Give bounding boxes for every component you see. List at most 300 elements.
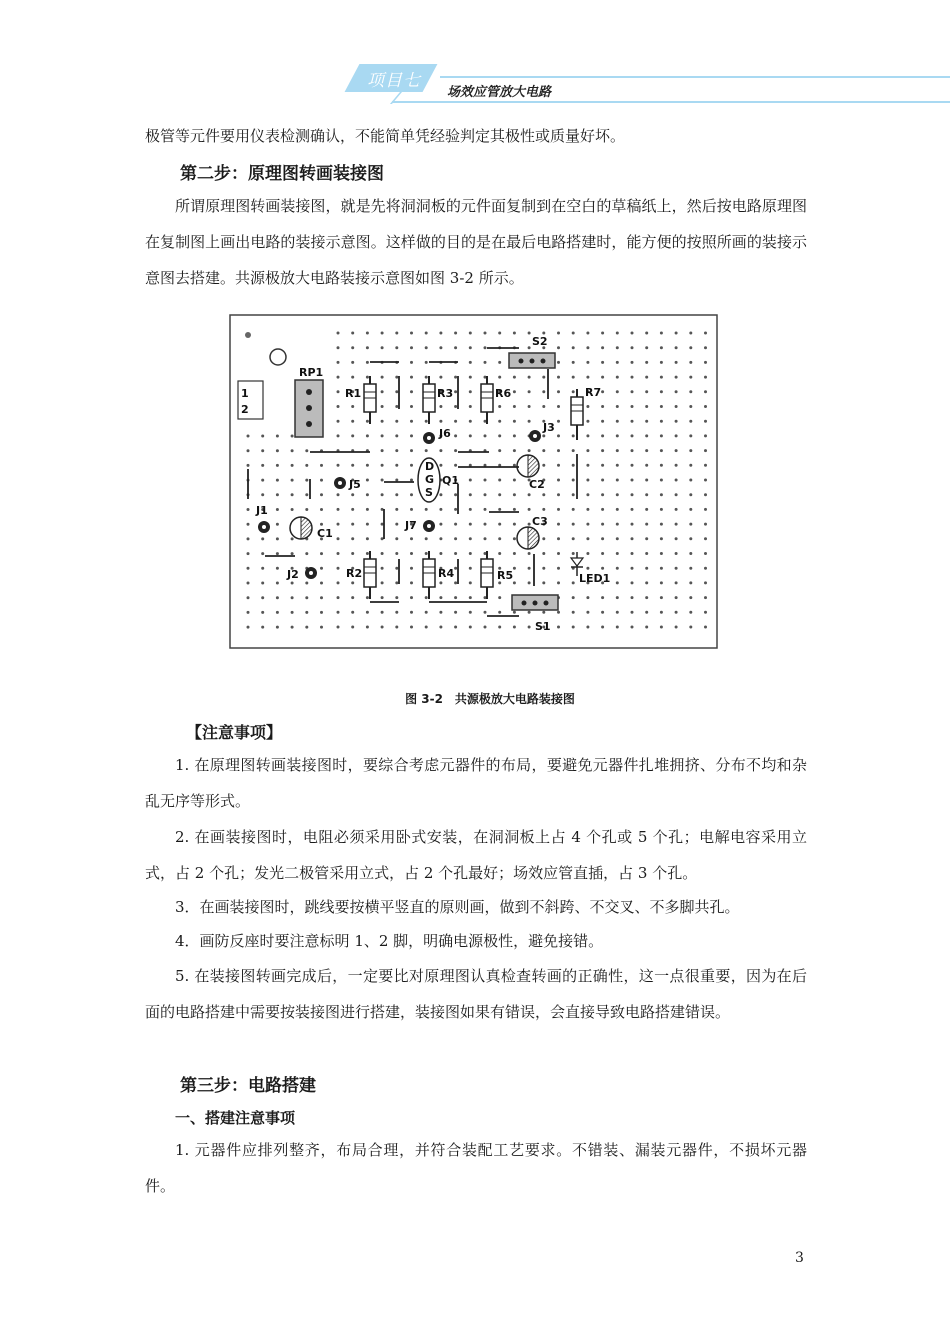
board-hole <box>542 434 545 437</box>
board-hole <box>660 626 663 629</box>
r4-label: R4 <box>438 567 455 580</box>
board-hole <box>631 332 634 335</box>
board-hole <box>528 523 531 526</box>
board-hole <box>425 508 428 511</box>
board-hole <box>513 523 516 526</box>
board-hole <box>381 596 384 599</box>
board-hole <box>276 537 279 540</box>
board-hole <box>689 332 692 335</box>
board-hole <box>351 332 354 335</box>
board-hole <box>395 479 398 482</box>
board-hole <box>291 435 294 438</box>
board-hole <box>586 552 589 555</box>
board-hole <box>261 449 264 452</box>
board-hole <box>689 537 692 540</box>
j2-label: J2 <box>287 568 299 581</box>
board-hole <box>601 552 604 555</box>
q1-pin-s: S <box>425 486 433 499</box>
board-hole <box>675 361 678 364</box>
board-hole <box>586 493 589 496</box>
board-hole <box>261 611 264 614</box>
board-hole <box>704 611 707 614</box>
board-hole <box>469 405 472 408</box>
board-hole <box>454 581 457 584</box>
board-hole <box>351 361 354 364</box>
c3-label: C3 <box>532 515 548 528</box>
j3-label: J3 <box>543 421 555 434</box>
board-hole <box>410 596 413 599</box>
board-hole <box>395 420 398 423</box>
board-hole <box>276 582 279 585</box>
header-title: 场效应管放大电路 <box>447 85 552 100</box>
board-hole <box>351 611 354 614</box>
board-hole <box>645 567 648 570</box>
board-hole <box>689 552 692 555</box>
board-hole <box>261 537 264 540</box>
board-hole <box>247 626 250 629</box>
capacitor-c1 <box>290 517 312 539</box>
board-hole <box>631 361 634 364</box>
board-hole <box>305 626 308 629</box>
board-hole <box>542 464 545 467</box>
board-hole <box>513 552 516 555</box>
board-hole <box>291 508 294 511</box>
board-hole <box>454 376 457 379</box>
board-hole <box>454 464 457 467</box>
assembly-diagram <box>229 314 719 654</box>
notes-heading: 【注意事项】 <box>186 723 283 742</box>
board-hole <box>454 493 457 496</box>
board-hole <box>381 434 384 437</box>
board-hole <box>484 332 487 335</box>
mount-hole <box>270 349 286 365</box>
board-hole <box>439 552 442 555</box>
board-hole <box>572 596 575 599</box>
board-hole <box>572 479 575 482</box>
board-hole <box>291 537 294 540</box>
paragraph-continued: 极管等元件要用仪表检测确认，不能简单凭经验判定其极性或质量好坏。 <box>145 127 626 145</box>
board-hole <box>660 434 663 437</box>
board-hole <box>616 581 619 584</box>
board-hole <box>498 420 501 423</box>
board-hole <box>660 537 663 540</box>
board-hole <box>276 626 279 629</box>
board-hole <box>542 611 545 614</box>
board-hole <box>291 582 294 585</box>
board-hole <box>528 508 531 511</box>
board-hole <box>425 552 428 555</box>
board-hole <box>572 552 575 555</box>
board-hole <box>645 346 648 349</box>
board-hole <box>586 376 589 379</box>
board-hole <box>557 523 560 526</box>
board-hole <box>395 508 398 511</box>
board-hole <box>645 596 648 599</box>
board-hole <box>381 493 384 496</box>
board-hole <box>675 493 678 496</box>
r5-label: R5 <box>497 569 514 582</box>
board-hole <box>542 552 545 555</box>
board-hole <box>337 537 340 540</box>
q1-pin-d: D <box>425 460 435 473</box>
board-hole <box>410 346 413 349</box>
board-hole <box>410 626 413 629</box>
board-hole <box>469 346 472 349</box>
board-hole <box>645 508 648 511</box>
board-hole <box>337 376 340 379</box>
board-hole <box>469 611 472 614</box>
board-hole <box>454 567 457 570</box>
figure-caption: 图 3-2 共源极放大电路装接图 <box>405 692 575 706</box>
board-hole <box>454 552 457 555</box>
board-hole <box>291 596 294 599</box>
board-hole <box>337 611 340 614</box>
board-hole <box>513 405 516 408</box>
board-hole <box>645 405 648 408</box>
board-hole <box>320 479 323 482</box>
board-hole <box>645 493 648 496</box>
board-hole <box>528 493 531 496</box>
board-hole <box>395 376 398 379</box>
board-hole <box>513 332 516 335</box>
board-hole <box>439 611 442 614</box>
board-hole <box>395 464 398 467</box>
board-hole <box>660 479 663 482</box>
board-hole <box>645 626 648 629</box>
board-hole <box>410 479 413 482</box>
board-hole <box>513 420 516 423</box>
board-hole <box>645 552 648 555</box>
board-hole <box>247 523 250 526</box>
board-hole <box>337 361 340 364</box>
board-hole <box>704 390 707 393</box>
board-hole <box>704 508 707 511</box>
board-hole <box>689 479 692 482</box>
power-pin1-label: 1 <box>241 387 249 400</box>
board-hole <box>601 493 604 496</box>
board-hole <box>439 346 442 349</box>
r6-label: R6 <box>495 387 512 400</box>
board-hole <box>631 567 634 570</box>
board-hole <box>469 508 472 511</box>
board-hole <box>425 346 428 349</box>
board-hole <box>410 405 413 408</box>
board-hole <box>689 464 692 467</box>
board-hole <box>498 596 501 599</box>
j7-label: J7 <box>405 519 417 532</box>
board-hole <box>660 346 663 349</box>
board-hole <box>498 479 501 482</box>
board-hole <box>557 376 560 379</box>
board-hole <box>351 537 354 540</box>
board-hole <box>469 523 472 526</box>
board-hole <box>572 361 575 364</box>
board-hole <box>586 449 589 452</box>
board-hole <box>675 611 678 614</box>
board-hole <box>276 479 279 482</box>
board-hole <box>439 626 442 629</box>
board-hole <box>689 420 692 423</box>
board-hole <box>381 449 384 452</box>
board-hole <box>675 390 678 393</box>
board-hole <box>557 361 560 364</box>
board-hole <box>645 361 648 364</box>
board-hole <box>439 420 442 423</box>
board-hole <box>586 537 589 540</box>
board-hole <box>586 626 589 629</box>
board-hole <box>616 464 619 467</box>
board-hole <box>689 626 692 629</box>
board-hole <box>305 596 308 599</box>
note-3: 3．在画装接图时，跳线要按横平竖直的原则画，做到不斜跨、不交叉、不多脚共孔。 <box>175 898 740 916</box>
board-hole <box>247 537 250 540</box>
board-hole <box>395 626 398 629</box>
board-hole <box>675 449 678 452</box>
board-hole <box>586 346 589 349</box>
board-hole <box>689 493 692 496</box>
board-hole <box>484 346 487 349</box>
board-hole <box>469 479 472 482</box>
board-hole <box>660 390 663 393</box>
board-hole <box>572 332 575 335</box>
board-hole <box>572 626 575 629</box>
board-hole <box>469 332 472 335</box>
board-hole <box>247 567 250 570</box>
board-hole <box>337 567 340 570</box>
board-hole <box>337 346 340 349</box>
board-hole <box>366 434 369 437</box>
board-hole <box>381 464 384 467</box>
board-hole <box>528 390 531 393</box>
board-hole <box>513 493 516 496</box>
board-hole <box>631 420 634 423</box>
board-hole <box>631 611 634 614</box>
board-hole <box>291 493 294 496</box>
board-hole <box>557 420 560 423</box>
board-hole <box>410 376 413 379</box>
board-hole <box>454 420 457 423</box>
board-hole <box>366 346 369 349</box>
board-hole <box>395 537 398 540</box>
board-hole <box>454 434 457 437</box>
board-hole <box>645 449 648 452</box>
board-hole <box>366 479 369 482</box>
board-hole <box>704 376 707 379</box>
board-hole <box>276 523 279 526</box>
capacitor-c2 <box>517 455 539 477</box>
board-hole <box>513 434 516 437</box>
board-hole <box>381 390 384 393</box>
perfboard-svg <box>229 314 719 650</box>
board-hole <box>572 449 575 452</box>
j5-label: J5 <box>349 478 361 491</box>
board-hole <box>645 376 648 379</box>
s1-label: S1 <box>535 620 551 633</box>
board-hole <box>484 479 487 482</box>
board-hole <box>528 332 531 335</box>
board-hole <box>528 346 531 349</box>
board-hole <box>572 346 575 349</box>
board-hole <box>498 332 501 335</box>
board-hole <box>660 523 663 526</box>
board-hole <box>261 596 264 599</box>
board-hole <box>320 508 323 511</box>
board-hole <box>498 537 501 540</box>
board-hole <box>337 596 340 599</box>
board-hole <box>689 390 692 393</box>
board-hole <box>276 567 279 570</box>
board-hole <box>601 390 604 393</box>
board-hole <box>586 479 589 482</box>
board-hole <box>366 552 369 555</box>
board-hole <box>261 479 264 482</box>
board-hole <box>439 464 442 467</box>
board-hole <box>410 493 413 496</box>
board-hole <box>528 552 531 555</box>
board-hole <box>469 552 472 555</box>
board-hole <box>337 552 340 555</box>
board-hole <box>395 552 398 555</box>
board-hole <box>395 567 398 570</box>
board-hole <box>704 581 707 584</box>
board-hole <box>261 582 264 585</box>
board-hole <box>469 567 472 570</box>
board-hole <box>439 581 442 584</box>
board-hole <box>410 420 413 423</box>
board-hole <box>351 434 354 437</box>
board-hole <box>631 479 634 482</box>
board-hole <box>601 523 604 526</box>
board-hole <box>276 449 279 452</box>
board-hole <box>557 611 560 614</box>
board-hole <box>645 332 648 335</box>
board-hole <box>528 581 531 584</box>
board-hole <box>572 434 575 437</box>
board-hole <box>454 405 457 408</box>
board-hole <box>454 523 457 526</box>
board-hole <box>276 464 279 467</box>
board-hole <box>572 390 575 393</box>
board-hole <box>572 376 575 379</box>
board-hole <box>395 434 398 437</box>
board-hole <box>410 449 413 452</box>
board-hole <box>498 626 501 629</box>
board-hole <box>395 596 398 599</box>
board-hole <box>631 537 634 540</box>
board-hole <box>513 376 516 379</box>
board-hole <box>542 537 545 540</box>
board-hole <box>454 626 457 629</box>
board-hole <box>542 508 545 511</box>
board-hole <box>484 537 487 540</box>
board-hole <box>337 464 340 467</box>
board-hole <box>616 434 619 437</box>
board-hole <box>601 479 604 482</box>
mount-dot <box>245 332 251 338</box>
step3-heading: 第三步：电路搭建 <box>180 1076 316 1096</box>
board-hole <box>557 479 560 482</box>
board-hole <box>660 361 663 364</box>
board-hole <box>439 508 442 511</box>
board-hole <box>586 420 589 423</box>
board-hole <box>660 376 663 379</box>
board-hole <box>660 581 663 584</box>
board-hole <box>542 449 545 452</box>
board-hole <box>616 332 619 335</box>
board-hole <box>454 611 457 614</box>
r3-label: R3 <box>437 387 454 400</box>
board-hole <box>675 376 678 379</box>
board-hole <box>337 493 340 496</box>
board-hole <box>631 523 634 526</box>
board-hole <box>528 405 531 408</box>
q1-pin-g: G <box>425 473 435 486</box>
board-hole <box>557 552 560 555</box>
board-hole <box>557 332 560 335</box>
board-hole <box>454 537 457 540</box>
board-hole <box>513 581 516 584</box>
board-hole <box>439 596 442 599</box>
board-hole <box>572 581 575 584</box>
board-hole <box>395 493 398 496</box>
board-hole <box>395 390 398 393</box>
board-hole <box>586 508 589 511</box>
board-hole <box>601 434 604 437</box>
board-hole <box>439 376 442 379</box>
board-hole <box>542 581 545 584</box>
board-hole <box>425 611 428 614</box>
board-hole <box>305 479 308 482</box>
board-hole <box>439 537 442 540</box>
board-hole <box>351 346 354 349</box>
board-hole <box>586 611 589 614</box>
board-hole <box>601 405 604 408</box>
board-hole <box>320 464 323 467</box>
board-hole <box>645 464 648 467</box>
board-hole <box>616 626 619 629</box>
board-hole <box>631 581 634 584</box>
board-hole <box>247 582 250 585</box>
board-hole <box>366 596 369 599</box>
led1-label: LED1 <box>579 572 611 585</box>
board-hole <box>572 537 575 540</box>
board-hole <box>645 611 648 614</box>
board-hole <box>557 581 560 584</box>
board-hole <box>689 596 692 599</box>
board-hole <box>425 332 428 335</box>
board-hole <box>454 390 457 393</box>
board-hole <box>425 626 428 629</box>
board-hole <box>675 405 678 408</box>
board-hole <box>704 464 707 467</box>
board-hole <box>320 493 323 496</box>
board-hole <box>704 346 707 349</box>
board-hole <box>498 508 501 511</box>
board-hole <box>557 434 560 437</box>
board-hole <box>320 611 323 614</box>
board-hole <box>351 523 354 526</box>
board-hole <box>276 508 279 511</box>
board-hole <box>689 376 692 379</box>
r1-label: R1 <box>345 387 362 400</box>
board-hole <box>513 611 516 614</box>
board-hole <box>513 626 516 629</box>
board-hole <box>439 332 442 335</box>
board-hole <box>586 596 589 599</box>
board-hole <box>689 346 692 349</box>
board-hole <box>498 523 501 526</box>
board-hole <box>291 479 294 482</box>
